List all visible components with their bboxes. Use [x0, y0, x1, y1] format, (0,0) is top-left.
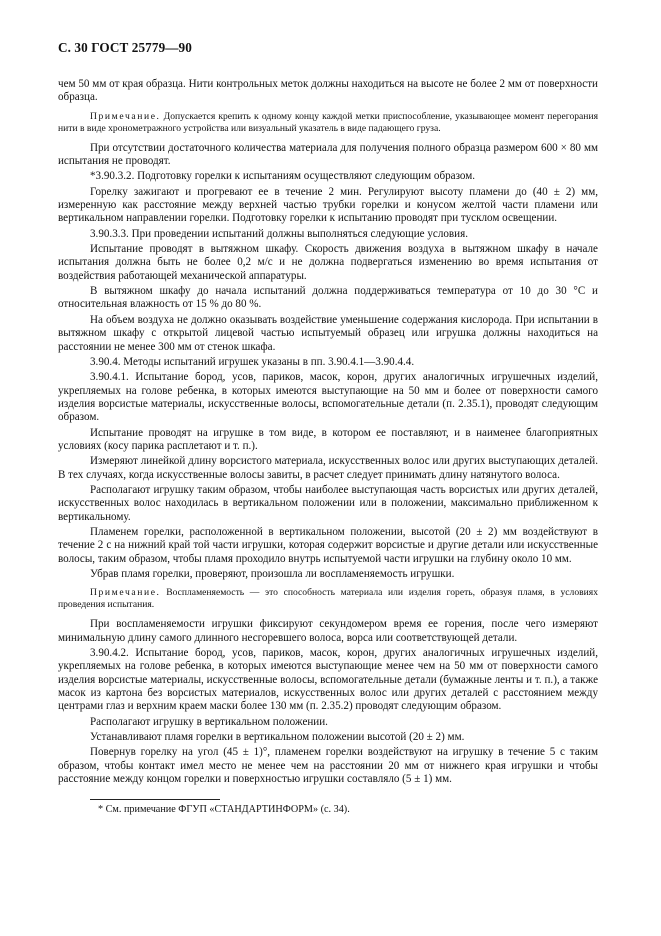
paragraph: 3.90.4. Методы испытаний игрушек указаны в пп. 3.90.4.1—3.90.4.4.	[90, 355, 415, 368]
footnote-divider	[90, 799, 220, 800]
note-paragraph	[58, 587, 598, 611]
paragraph: *3.90.3.2. Подготовку горелки к испытаниям осуществляют следующим образом.	[90, 170, 476, 183]
paragraph: Располагают игрушку таким образом, чтобы наиболее выступающая часть ворсистых или других деталей, искусственных волос находилась в вертикальном положении или в положении, максимально приближенном к вертикальному.	[58, 483, 598, 523]
note-label: Примечание.	[90, 110, 161, 122]
paragraph: 3.90.4.1. Испытание бород, усов, париков, масок, корон, других аналогичных игрушечных изделий, укрепляемых на голове ребенка, в которых имеются выступающие на 50 мм и более от поверхности самого изделия ворсистые материалы, искусственные волосы, вспомогательные детали (п. 2.35.1), проводят следующим образом.	[58, 371, 598, 424]
paragraph: При отсутствии достаточного количества материала для получения полного образца размером 600 × 80 мм испытания не проводят.	[58, 141, 598, 168]
paragraph: чем 50 мм от края образца. Нити контрольных меток должны находиться на высоте не более 2 мм от поверхности образца.	[58, 78, 598, 104]
paragraph: Повернув горелку на угол (45 ± 1)°, пламенем горелки воздействуют на игрушку в течение 5 с таким образом, чтобы контакт имел место не менее чем на расстоянии 20 мм от нижнего края игрушки и чтобы расстояние между концом горелки и поверхностью игрушки составляло (5 ± 1) мм.	[58, 746, 598, 786]
paragraph: На объем воздуха не должно оказывать воздействие уменьшение содержания кислорода. При испытании в вытяжном шкафу с открытой лицевой частью испытуемый образец или игрушка должны находиться на расстоянии не менее 300 мм от стенок шкафа.	[58, 313, 598, 353]
paragraph: Пламенем горелки, расположенной в вертикальном положении, высотой (20 ± 2) мм воздействуют в течение 2 с на нижний край той части игрушки, которая содержит ворсистые и другие детали или искусственные волосы, таким образом, чтобы пламя проходило внутрь испытуемой части игрушки на глубину около 10 мм.	[58, 525, 598, 565]
footnote: * См. примечание ФГУП «СТАНДАРТИНФОРМ» (с. 34).	[98, 804, 350, 816]
paragraph: 3.90.3.3. При проведении испытаний должны выполняться следующие условия.	[90, 227, 468, 240]
note-label: Примечание.	[90, 587, 161, 599]
paragraph: Испытание проводят в вытяжном шкафу. Скорость движения воздуха в вытяжном шкафу в начале испытания должна быть не более 0,2 м/с и не должна подвергаться изменению во время испытания от воздействия работающей механической аппаратуры.	[58, 243, 598, 282]
paragraph: Измеряют линейкой длину ворсистого материала, искусственных волос или других выступающих деталей. В тех случаях, когда искусственные волосы завиты, в расчет следует принимать длину натянутого волоса.	[58, 455, 598, 481]
paragraph: Горелку зажигают и прогревают ее в течение 2 мин. Регулируют высоту пламени до (40 ± 2) мм, измеренную как расстояние между верхней частью трубки горелки и конусом желтой части пламени или вертикальном направлении горелки. Подготовку горелки к испытанию проводят при тусклом освещении.	[58, 185, 598, 225]
paragraph: Испытание проводят на игрушке в том виде, в котором ее поставляют, и в наименее благоприятных условиях (косу парика расплетают и т. п.).	[58, 426, 598, 452]
paragraph: Располагают игрушку в вертикальном положении.	[90, 715, 328, 728]
paragraph: Устанавливают пламя горелки в вертикальном положении высотой (20 ± 2) мм.	[90, 731, 465, 744]
note-text: Допускается крепить к одному концу каждой метки приспособление, указывающее момент перегорания нити в виде хронометражного устройства или визуальный указатель в виде падающего груза.	[58, 110, 598, 134]
page-header: С. 30 ГОСТ 25779—90	[58, 40, 192, 55]
note-paragraph	[58, 111, 598, 135]
paragraph: При воспламеняемости игрушки фиксируют секундомером время ее горения, после чего измеряют минимальную длину самого длинного несгоревшего волоса, ворса или соответствующей детали.	[58, 618, 598, 644]
paragraph: 3.90.4.2. Испытание бород, усов, париков, масок, корон, других аналогичных игрушечных изделий, укрепляемых на голове ребенка, в которых имеются выступающие менее чем на 50 мм от поверхности самого изделия ворсистые материалы, искусственные волосы, вспомогательные детали (бумажные ленты и т. п.), а также масок из картона без ворсистых материалов, искусственных волос или других деталей с расстоянием между центрами глаз и верхним краем маски более 130 мм (п. 2.35.2) проводят следующим образом.	[58, 647, 598, 713]
paragraph: В вытяжном шкафу до начала испытаний должна поддерживаться температура от 10 до 30 °С и относительная влажность от 15 % до 80 %.	[58, 285, 598, 311]
document-page	[58, 40, 598, 816]
note-text: Воспламеняемость — это способность материала или изделия гореть, образуя пламя, в условиях проведения испытания.	[58, 587, 598, 611]
paragraph: Убрав пламя горелки, проверяют, произошла ли воспламеняемость игрушки.	[90, 568, 455, 580]
